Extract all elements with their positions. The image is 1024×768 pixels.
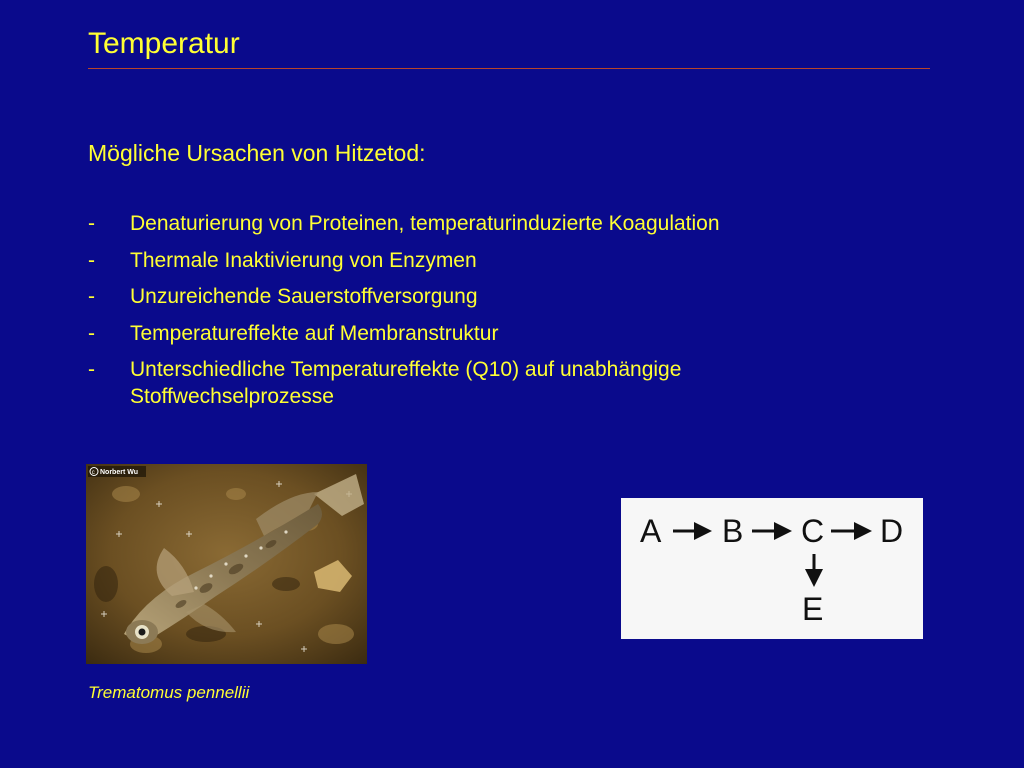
svg-text:c: c xyxy=(91,470,95,476)
node-e: E xyxy=(802,591,824,627)
bullet-text: Unzureichende Sauerstoffversorgung xyxy=(130,285,478,308)
bullet-dash: - xyxy=(88,358,95,381)
bullet-dash: - xyxy=(88,285,95,308)
pathway-diagram xyxy=(621,498,923,639)
node-d: D xyxy=(880,513,904,549)
bullet-text: Temperatureffekte auf Membranstruktur xyxy=(130,321,499,345)
bullet-text: Unterschiedliche Temperatureffekte (Q10) auf unabhängige Stoffwechselprozesse xyxy=(130,358,682,408)
photo-caption: Trematomus pennellii xyxy=(88,683,250,702)
photo-credit: Norbert Wu xyxy=(100,469,138,476)
bullet-text: Thermale Inaktivierung von Enzymen xyxy=(130,248,477,272)
slide-title: Temperatur xyxy=(88,27,240,60)
bullet-item xyxy=(88,356,888,410)
node-a: A xyxy=(640,513,662,549)
node-c: C xyxy=(801,513,825,549)
bullet-item xyxy=(88,320,888,347)
title-divider xyxy=(88,68,930,69)
bullet-item xyxy=(88,247,888,274)
bullet-item xyxy=(88,210,888,237)
bullet-dash: - xyxy=(88,248,95,272)
slide-subtitle: Mögliche Ursachen von Hitzetod: xyxy=(88,140,426,166)
bullet-text: Denaturierung von Proteinen, temperaturinduzierte Koagulation xyxy=(130,212,720,235)
bullet-dash: - xyxy=(88,212,95,235)
fish-photo xyxy=(86,464,367,664)
bullet-dash: - xyxy=(88,321,95,345)
bullet-item xyxy=(88,283,888,310)
bullet-list xyxy=(88,210,888,420)
node-b: B xyxy=(722,513,744,549)
